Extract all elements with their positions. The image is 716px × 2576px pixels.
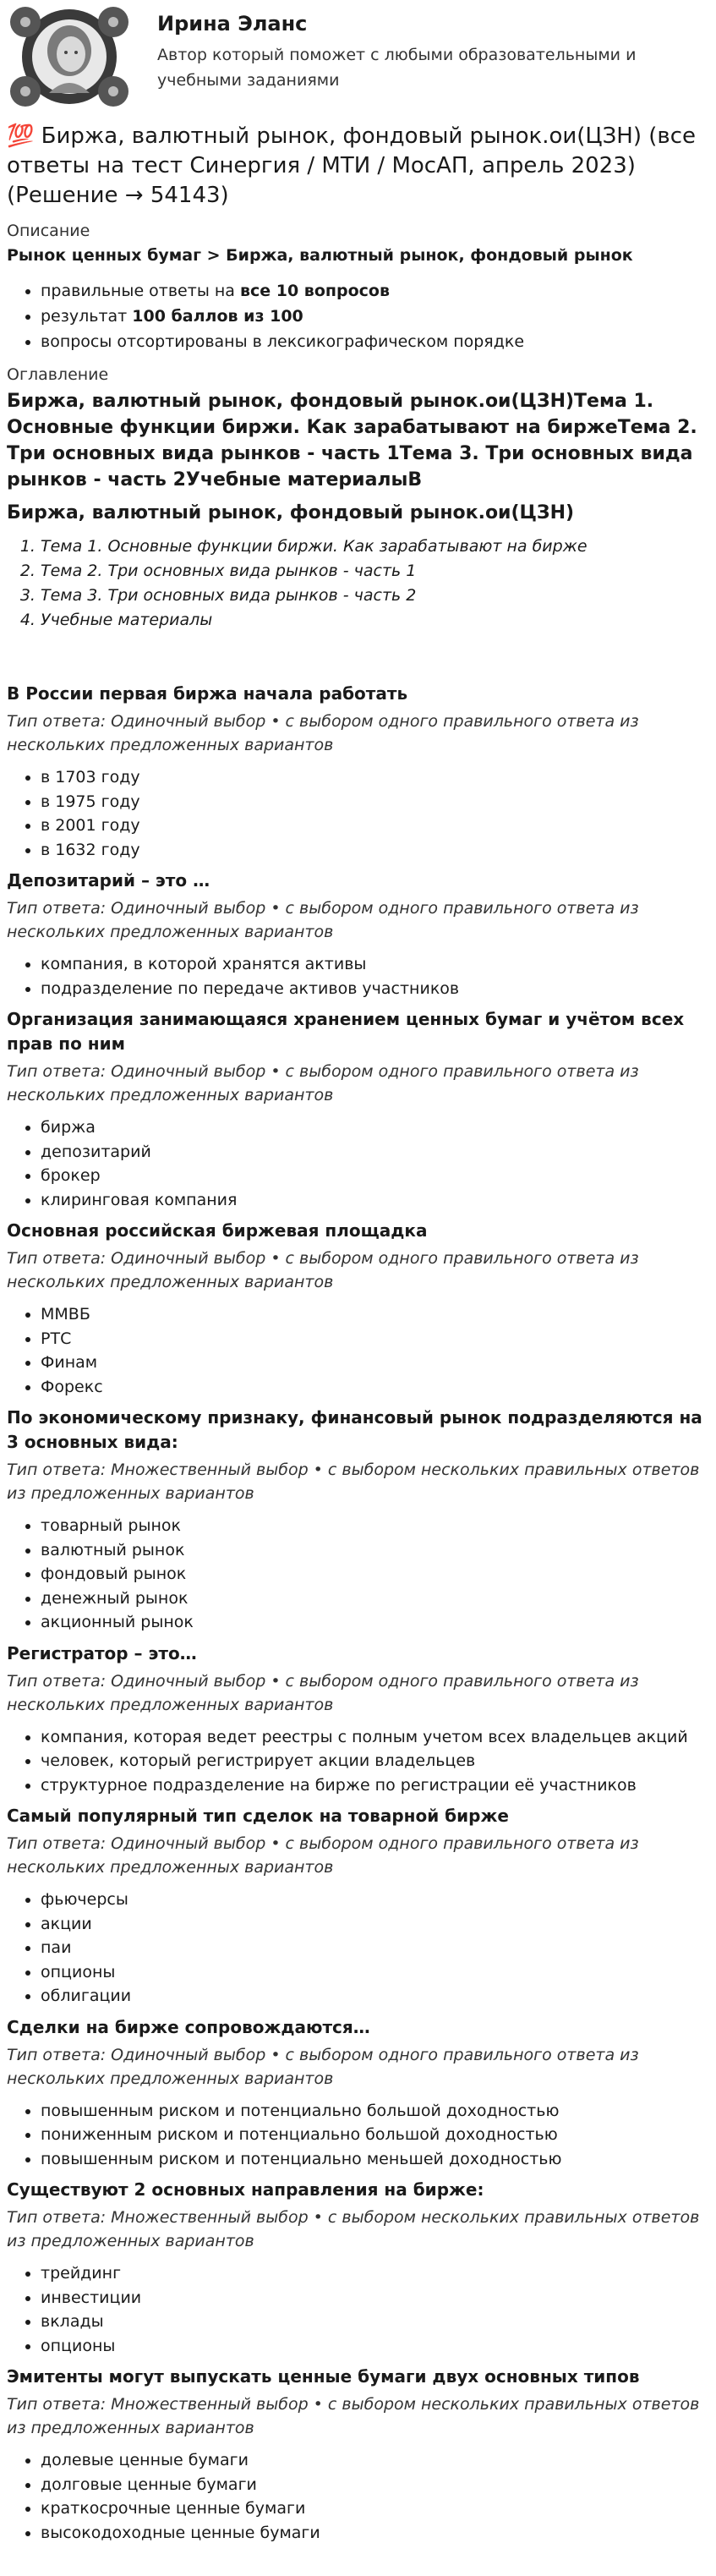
question <box>7 1804 709 2009</box>
answer-option: • человек, который регистрирует акции владельцев <box>41 1749 709 1773</box>
answer-option: • повышенным риском и потенциально большой доходностью <box>41 2099 709 2124</box>
question-title: Регистратор – это… <box>7 1642 197 1663</box>
question <box>7 869 709 1000</box>
question-type: Тип ответа: Одиночный выбор • с выбором одного правильного ответа из нескольких предложенных вариантов <box>7 2045 639 2088</box>
question <box>7 1007 709 1212</box>
question-type: Тип ответа: Одиночный выбор • с выбором одного правильного ответа из нескольких предложенных вариантов <box>7 899 639 941</box>
answer-option: • РТС <box>41 1327 709 1351</box>
answer-option: • депозитарий <box>41 1140 709 1165</box>
answer-option: • компания, в которой хранятся активы <box>41 952 709 977</box>
question-type: Тип ответа: Одиночный выбор • с выбором одного правильного ответа из нескольких предложенных вариантов <box>7 1249 639 1291</box>
answer-option: • в 2001 году <box>41 814 709 838</box>
answer-option: • Форекс <box>41 1375 709 1400</box>
author-name[interactable]: Ирина Эланс <box>157 12 308 36</box>
answer-options <box>7 952 709 1000</box>
question-title: Организация занимающаяся хранением ценных бумаг и учётом всех прав по ним <box>7 1009 685 1054</box>
avatar[interactable] <box>7 5 132 108</box>
answer-option: • структурное подразделение на бирже по регистрации её участников <box>41 1773 709 1798</box>
answer-option: • ММВБ <box>41 1302 709 1327</box>
answer-option: • фондовый рынок <box>41 1562 709 1587</box>
question <box>7 1406 709 1635</box>
answer-option: • опционы <box>41 1960 709 1985</box>
question-type: Тип ответа: Множественный выбор • с выбором нескольких правильных ответов из предложенных вариантов <box>7 2208 700 2250</box>
question <box>7 1219 709 1399</box>
answer-option: • долевые ценные бумаги <box>41 2448 709 2473</box>
question <box>7 2365 709 2545</box>
answer-option: • клиринговая компания <box>41 1188 709 1213</box>
question-type: Тип ответа: Одиночный выбор • с выбором одного правильного ответа из нескольких предложенных вариантов <box>7 1062 639 1104</box>
answer-option: • долговые ценные бумаги <box>41 2473 709 2497</box>
answer-options <box>7 2261 709 2358</box>
question <box>7 2015 709 2172</box>
answer-option: • акционный рынок <box>41 1610 709 1635</box>
answer-option: • компания, которая ведет реестры с полным учетом всех владельцев акций <box>41 1725 709 1750</box>
answer-options <box>7 765 709 862</box>
toc-list <box>7 534 709 633</box>
answer-option: • брокер <box>41 1164 709 1188</box>
description-item: • правильные ответы на все 10 вопросов <box>41 278 709 304</box>
toc-label: Оглавление <box>7 365 109 384</box>
toc-item[interactable]: 3. Тема 3. Три основных вида рынков - часть 2 <box>41 584 709 608</box>
description-label: Описание <box>7 222 90 240</box>
question-title: Эмитенты могут выпускать ценные бумаги двух основных типов <box>7 2366 640 2387</box>
answer-option: • инвестиции <box>41 2286 709 2310</box>
question-title: Самый популярный тип сделок на товарной бирже <box>7 1806 509 1826</box>
description-item: • вопросы отсортированы в лексикографическом порядке <box>41 329 709 354</box>
questions-list <box>7 682 709 2545</box>
answer-option: • акции <box>41 1912 709 1937</box>
question-title: Основная российская биржевая площадка <box>7 1220 428 1241</box>
question-title: В России первая биржа начала работать <box>7 683 408 704</box>
answer-option: • денежный рынок <box>41 1587 709 1611</box>
answer-option: • Финам <box>41 1351 709 1375</box>
question-title: Депозитарий – это … <box>7 870 210 891</box>
description-list <box>7 278 709 354</box>
answer-options <box>7 1115 709 1212</box>
question <box>7 682 709 862</box>
answer-option: • паи <box>41 1936 709 1960</box>
description-item: • результат 100 баллов из 100 <box>41 304 709 329</box>
question <box>7 1642 709 1798</box>
answer-options <box>7 2099 709 2172</box>
question-title: По экономическому признаку, финансовый рынок подразделяются на 3 основных вида: <box>7 1407 702 1452</box>
breadcrumb[interactable]: Рынок ценных бумаг > Биржа, валютный рынок, фондовый рынок <box>7 246 633 265</box>
question-type: Тип ответа: Множественный выбор • с выбором нескольких правильных ответов из предложенных вариантов <box>7 2395 700 2437</box>
question-title: Существуют 2 основных направления на бирже: <box>7 2179 484 2200</box>
answer-option: • биржа <box>41 1115 709 1140</box>
answer-options <box>7 1725 709 1798</box>
author-card <box>7 0 709 112</box>
question-type: Тип ответа: Множественный выбор • с выбором нескольких правильных ответов из предложенных вариантов <box>7 1461 700 1503</box>
answer-options <box>7 1514 709 1635</box>
toc-run-on: Биржа, валютный рынок, фондовый рынок.ои(ЦЗН)Тема 1. Основные функции биржи. Как зарабатывают на биржеТема 2. Три основных вида рынков - часть 1Тема 3. Три основных вида рынков - часть 2Учебные материалыВ <box>7 391 697 491</box>
answer-option: • вклады <box>41 2310 709 2334</box>
toc-heading: Биржа, валютный рынок, фондовый рынок.ои(ЦЗН) <box>7 502 575 523</box>
answer-option: • краткосрочные ценные бумаги <box>41 2497 709 2521</box>
question-type: Тип ответа: Одиночный выбор • с выбором одного правильного ответа из нескольких предложенных вариантов <box>7 1671 639 1714</box>
answer-options <box>7 1888 709 2009</box>
page-title: 💯 Биржа, валютный рынок, фондовый рынок.ои(ЦЗН) (все ответы на тест Синергия / МТИ / МосАП, апрель 2023) (Решение → 54143) <box>7 123 696 208</box>
answer-option: • высокодоходные ценные бумаги <box>41 2521 709 2546</box>
toc-item[interactable]: 4. Учебные материалы <box>41 608 709 633</box>
answer-option: • пониженным риском и потенциально большой доходностью <box>41 2123 709 2147</box>
author-info <box>157 5 681 93</box>
answer-option: • товарный рынок <box>41 1514 709 1538</box>
answer-option: • в 1632 году <box>41 838 709 863</box>
answer-options <box>7 1302 709 1399</box>
question-type: Тип ответа: Одиночный выбор • с выбором одного правильного ответа из нескольких предложенных вариантов <box>7 712 639 754</box>
answer-option: • трейдинг <box>41 2261 709 2286</box>
question-type: Тип ответа: Одиночный выбор • с выбором одного правильного ответа из нескольких предложенных вариантов <box>7 1834 639 1877</box>
avatar-image <box>7 5 132 108</box>
toc-item[interactable]: 1. Тема 1. Основные функции биржи. Как зарабатывают на бирже <box>41 534 709 559</box>
answer-option: • валютный рынок <box>41 1538 709 1563</box>
answer-option: • фьючерсы <box>41 1888 709 1912</box>
toc-item[interactable]: 2. Тема 2. Три основных вида рынков - часть 1 <box>41 559 709 584</box>
answer-option: • подразделение по передаче активов участников <box>41 977 709 1001</box>
answer-option: • в 1703 году <box>41 765 709 790</box>
answer-option: • повышенным риском и потенциально меньшей доходностью <box>41 2147 709 2172</box>
question-title: Сделки на бирже сопровождаются… <box>7 2016 370 2037</box>
answer-option: • облигации <box>41 1984 709 2009</box>
answer-options <box>7 2448 709 2545</box>
author-bio: Автор который поможет с любыми образовательными и учебными заданиями <box>157 46 637 90</box>
question <box>7 2178 709 2358</box>
answer-option: • в 1975 году <box>41 790 709 814</box>
answer-option: • опционы <box>41 2334 709 2359</box>
